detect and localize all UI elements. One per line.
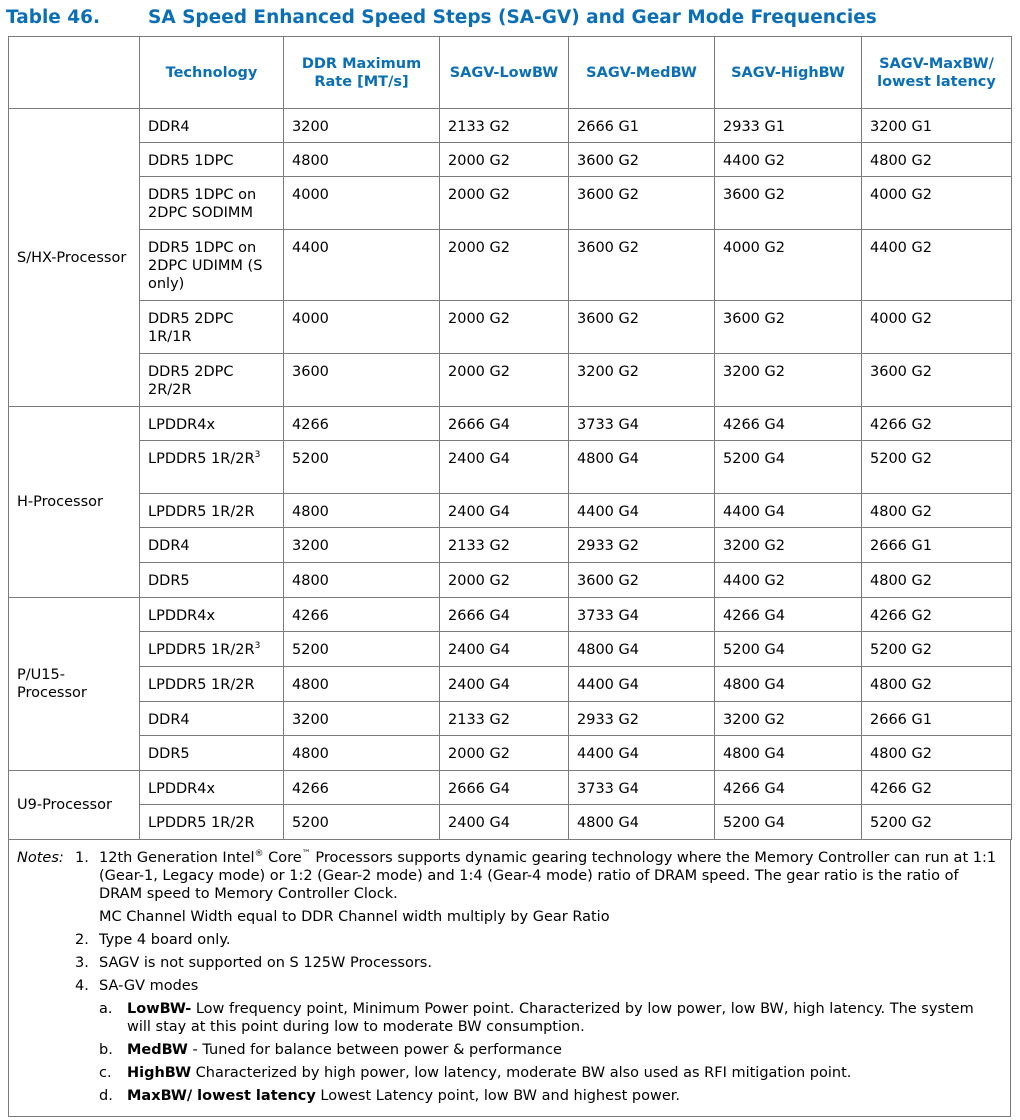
maxbw-cell: 2666 G1 xyxy=(862,528,1012,563)
note-text-part: 12th Generation Intel xyxy=(99,850,255,866)
high-cell: 3600 G2 xyxy=(715,301,862,354)
med-cell: 2666 G1 xyxy=(569,109,715,143)
high-cell: 4800 G4 xyxy=(715,667,862,702)
med-cell: 4800 G4 xyxy=(569,632,715,667)
table-row xyxy=(9,563,1012,598)
technology-cell xyxy=(140,805,284,840)
maxbw-cell: 2666 G1 xyxy=(862,702,1012,736)
header-sagv-highbw: SAGV-HighBW xyxy=(715,37,862,109)
max-cell: 4266 xyxy=(284,771,440,805)
note-text: SAGV is not supported on S 125W Processors. xyxy=(99,955,432,971)
max-cell: 5200 xyxy=(284,805,440,840)
technology-text: LPDDR5 1R/2R xyxy=(148,451,255,467)
med-cell: 3733 G4 xyxy=(569,598,715,632)
maxbw-cell: 5200 G2 xyxy=(862,441,1012,494)
sub-term: HighBW xyxy=(127,1065,192,1081)
low-cell: 2666 G4 xyxy=(440,407,569,441)
low-cell: 2133 G2 xyxy=(440,702,569,736)
low-cell: 2000 G2 xyxy=(440,301,569,354)
sub-term: LowBW- xyxy=(127,1001,192,1017)
note-item xyxy=(75,977,1002,995)
high-cell: 4400 G2 xyxy=(715,143,862,177)
max-cell: 3200 xyxy=(284,109,440,143)
high-cell: 2933 G1 xyxy=(715,109,862,143)
max-cell: 5200 xyxy=(284,632,440,667)
technology-text: LPDDR5 1R/2R xyxy=(148,504,255,520)
technology-cell xyxy=(140,702,284,736)
note-number: 2. xyxy=(75,932,89,948)
technology-text: DDR4 xyxy=(148,119,190,135)
table-row xyxy=(9,441,1012,494)
sub-letter: b. xyxy=(99,1042,113,1058)
low-cell: 2666 G4 xyxy=(440,771,569,805)
maxbw-cell: 4266 G2 xyxy=(862,598,1012,632)
med-cell: 3733 G4 xyxy=(569,407,715,441)
technology-cell xyxy=(140,494,284,528)
low-cell: 2000 G2 xyxy=(440,736,569,771)
technology-cell xyxy=(140,528,284,563)
header-group xyxy=(9,37,140,109)
table-row xyxy=(9,528,1012,563)
max-cell: 4400 xyxy=(284,230,440,301)
high-cell: 4400 G2 xyxy=(715,563,862,598)
low-cell: 2000 G2 xyxy=(440,143,569,177)
table-title: SA Speed Enhanced Speed Steps (SA-GV) and Gear Mode Frequencies xyxy=(148,6,877,28)
table-row xyxy=(9,143,1012,177)
sub-term: MedBW xyxy=(127,1042,188,1058)
med-cell: 4400 G4 xyxy=(569,667,715,702)
technology-cell xyxy=(140,354,284,407)
low-cell: 2000 G2 xyxy=(440,230,569,301)
technology-text: LPDDR4x xyxy=(148,608,216,624)
technology-cell xyxy=(140,177,284,230)
header-sagv-lowbw: SAGV-LowBW xyxy=(440,37,569,109)
high-cell: 3200 G2 xyxy=(715,528,862,563)
note-sub-item xyxy=(99,1087,1002,1105)
med-cell: 3200 G2 xyxy=(569,354,715,407)
technology-text: LPDDR5 1R/2R xyxy=(148,677,255,693)
note-text-part: Core xyxy=(263,850,302,866)
maxbw-cell: 4266 G2 xyxy=(862,407,1012,441)
low-cell: 2133 G2 xyxy=(440,109,569,143)
table-row xyxy=(9,736,1012,771)
technology-text: LPDDR4x xyxy=(148,781,216,797)
sub-text xyxy=(127,1087,680,1105)
sub-desc: Lowest Latency point, low BW and highest power. xyxy=(315,1088,680,1104)
technology-cell xyxy=(140,230,284,301)
technology-cell xyxy=(140,632,284,667)
table-row xyxy=(9,667,1012,702)
maxbw-cell: 4800 G2 xyxy=(862,667,1012,702)
note-text xyxy=(99,849,1002,903)
sub-letter: d. xyxy=(99,1088,113,1104)
sub-text xyxy=(127,1041,562,1059)
technology-cell xyxy=(140,441,284,494)
med-cell: 3600 G2 xyxy=(569,177,715,230)
max-cell: 3200 xyxy=(284,702,440,736)
table-caption xyxy=(6,4,877,30)
high-cell: 3600 G2 xyxy=(715,177,862,230)
table-number: Table 46. xyxy=(6,6,101,28)
maxbw-cell: 4400 G2 xyxy=(862,230,1012,301)
low-cell: 2400 G4 xyxy=(440,667,569,702)
table-row xyxy=(9,598,1012,632)
low-cell: 2400 G4 xyxy=(440,494,569,528)
note-text: Type 4 board only. xyxy=(99,932,231,948)
footnote-ref: 3 xyxy=(254,450,261,461)
processor-group-cell: U9-Processor xyxy=(9,771,140,840)
table-row xyxy=(9,230,1012,301)
technology-text: DDR5 2DPC 1R/1R xyxy=(148,311,234,345)
max-cell: 5200 xyxy=(284,441,440,494)
note-item xyxy=(75,931,1002,949)
med-cell: 4400 G4 xyxy=(569,494,715,528)
max-cell: 4800 xyxy=(284,563,440,598)
table-row xyxy=(9,494,1012,528)
technology-text: LPDDR5 1R/2R xyxy=(148,642,255,658)
low-cell: 2400 G4 xyxy=(440,805,569,840)
note-sub-item xyxy=(99,1041,1002,1059)
technology-cell xyxy=(140,563,284,598)
max-cell: 4800 xyxy=(284,494,440,528)
low-cell: 2000 G2 xyxy=(440,354,569,407)
high-cell: 3200 G2 xyxy=(715,354,862,407)
technology-cell xyxy=(140,109,284,143)
high-cell: 4266 G4 xyxy=(715,771,862,805)
technology-text: DDR4 xyxy=(148,538,190,554)
sub-letter: c. xyxy=(99,1065,112,1081)
max-cell: 4000 xyxy=(284,301,440,354)
technology-text: DDR5 2DPC 2R/2R xyxy=(148,364,234,398)
technology-text: DDR5 xyxy=(148,573,190,589)
note-number: 3. xyxy=(75,955,89,971)
med-cell: 2933 G2 xyxy=(569,528,715,563)
note-extra: MC Channel Width equal to DDR Channel width multiply by Gear Ratio xyxy=(99,909,610,925)
table-row xyxy=(9,771,1012,805)
high-cell: 4000 G2 xyxy=(715,230,862,301)
registered-mark: ® xyxy=(254,849,264,860)
processor-group-cell: P/U15-Processor xyxy=(9,598,140,771)
high-cell: 4800 G4 xyxy=(715,736,862,771)
notes-label: Notes: xyxy=(17,850,64,866)
table-row xyxy=(9,805,1012,840)
technology-cell xyxy=(140,736,284,771)
med-cell: 3733 G4 xyxy=(569,771,715,805)
header-row xyxy=(9,37,1012,109)
high-cell: 4266 G4 xyxy=(715,598,862,632)
max-cell: 4266 xyxy=(284,407,440,441)
high-cell: 3200 G2 xyxy=(715,702,862,736)
maxbw-cell: 3200 G1 xyxy=(862,109,1012,143)
note-sub-item xyxy=(99,1000,1002,1036)
note-number: 4. xyxy=(75,978,89,994)
med-cell: 3600 G2 xyxy=(569,301,715,354)
med-cell: 4800 G4 xyxy=(569,805,715,840)
technology-text: DDR4 xyxy=(148,712,190,728)
table-row xyxy=(9,109,1012,143)
header-sagv-medbw: SAGV-MedBW xyxy=(569,37,715,109)
notes-section xyxy=(8,840,1011,1117)
sub-term: MaxBW/ lowest latency xyxy=(127,1088,316,1104)
max-cell: 4800 xyxy=(284,143,440,177)
maxbw-cell: 3600 G2 xyxy=(862,354,1012,407)
technology-text: DDR5 1DPC on 2DPC SODIMM xyxy=(148,187,257,221)
maxbw-cell: 5200 G2 xyxy=(862,805,1012,840)
frequency-table xyxy=(8,36,1012,840)
note-sub-item xyxy=(99,1064,1002,1082)
note-item xyxy=(75,954,1002,972)
med-cell: 2933 G2 xyxy=(569,702,715,736)
med-cell: 4800 G4 xyxy=(569,441,715,494)
maxbw-cell: 4800 G2 xyxy=(862,494,1012,528)
max-cell: 4266 xyxy=(284,598,440,632)
max-cell: 3200 xyxy=(284,528,440,563)
low-cell: 2666 G4 xyxy=(440,598,569,632)
low-cell: 2400 G4 xyxy=(440,632,569,667)
med-cell: 3600 G2 xyxy=(569,563,715,598)
max-cell: 3600 xyxy=(284,354,440,407)
table-row xyxy=(9,301,1012,354)
maxbw-cell: 4266 G2 xyxy=(862,771,1012,805)
table-row xyxy=(9,354,1012,407)
sub-desc: Low frequency point, Minimum Power point. Characterized by low power, low BW, high latency. The system will stay at this point during low to moderate BW consumption. xyxy=(127,1001,974,1035)
technology-text: DDR5 1DPC on 2DPC UDIMM (S only) xyxy=(148,240,263,292)
header-technology: Technology xyxy=(140,37,284,109)
med-cell: 4400 G4 xyxy=(569,736,715,771)
technology-cell xyxy=(140,301,284,354)
table-row xyxy=(9,702,1012,736)
note-item xyxy=(75,849,1002,903)
low-cell: 2000 G2 xyxy=(440,563,569,598)
maxbw-cell: 5200 G2 xyxy=(862,632,1012,667)
header-ddr-max-rate: DDR Maximum Rate [MT/s] xyxy=(284,37,440,109)
maxbw-cell: 4000 G2 xyxy=(862,301,1012,354)
sub-text xyxy=(127,1064,851,1082)
technology-cell xyxy=(140,407,284,441)
technology-cell xyxy=(140,771,284,805)
sub-desc: - Tuned for balance between power & performance xyxy=(187,1042,562,1058)
technology-text: LPDDR4x xyxy=(148,417,216,433)
table-row xyxy=(9,632,1012,667)
high-cell: 5200 G4 xyxy=(715,441,862,494)
sub-text xyxy=(127,1000,1002,1036)
processor-group-cell: H-Processor xyxy=(9,407,140,598)
sub-letter: a. xyxy=(99,1001,113,1017)
technology-text: LPDDR5 1R/2R xyxy=(148,815,255,831)
header-sagv-maxbw: SAGV-MaxBW/ lowest latency xyxy=(862,37,1012,109)
technology-text: DDR5 1DPC xyxy=(148,153,234,169)
max-cell: 4800 xyxy=(284,667,440,702)
high-cell: 4400 G4 xyxy=(715,494,862,528)
technology-cell xyxy=(140,143,284,177)
maxbw-cell: 4800 G2 xyxy=(862,563,1012,598)
high-cell: 5200 G4 xyxy=(715,632,862,667)
note-number: 1. xyxy=(75,850,89,866)
trademark-mark: ™ xyxy=(301,849,311,860)
note-text-part: Processors supports dynamic gearing technology where the Memory Controller can run at 1:1 (Gear-1, Legacy mode) or 1:2 (Gear-2 mode) and 1:4 (Gear-4 mode) ratio of DRAM speed. The gear ratio is the ratio of DRAM speed to Memory Controller Clock. xyxy=(99,850,997,902)
technology-text: DDR5 xyxy=(148,746,190,762)
note-text: SA-GV modes xyxy=(99,978,199,994)
maxbw-cell: 4800 G2 xyxy=(862,736,1012,771)
med-cell: 3600 G2 xyxy=(569,143,715,177)
maxbw-cell: 4000 G2 xyxy=(862,177,1012,230)
table-row xyxy=(9,407,1012,441)
footnote-ref: 3 xyxy=(254,641,261,652)
low-cell: 2000 G2 xyxy=(440,177,569,230)
table-row xyxy=(9,177,1012,230)
technology-cell xyxy=(140,667,284,702)
max-cell: 4800 xyxy=(284,736,440,771)
low-cell: 2133 G2 xyxy=(440,528,569,563)
high-cell: 5200 G4 xyxy=(715,805,862,840)
max-cell: 4000 xyxy=(284,177,440,230)
sub-desc: Characterized by high power, low latency, moderate BW also used as RFI mitigation point. xyxy=(191,1065,852,1081)
maxbw-cell: 4800 G2 xyxy=(862,143,1012,177)
low-cell: 2400 G4 xyxy=(440,441,569,494)
processor-group-cell: S/HX-Processor xyxy=(9,109,140,407)
med-cell: 3600 G2 xyxy=(569,230,715,301)
technology-cell xyxy=(140,598,284,632)
high-cell: 4266 G4 xyxy=(715,407,862,441)
